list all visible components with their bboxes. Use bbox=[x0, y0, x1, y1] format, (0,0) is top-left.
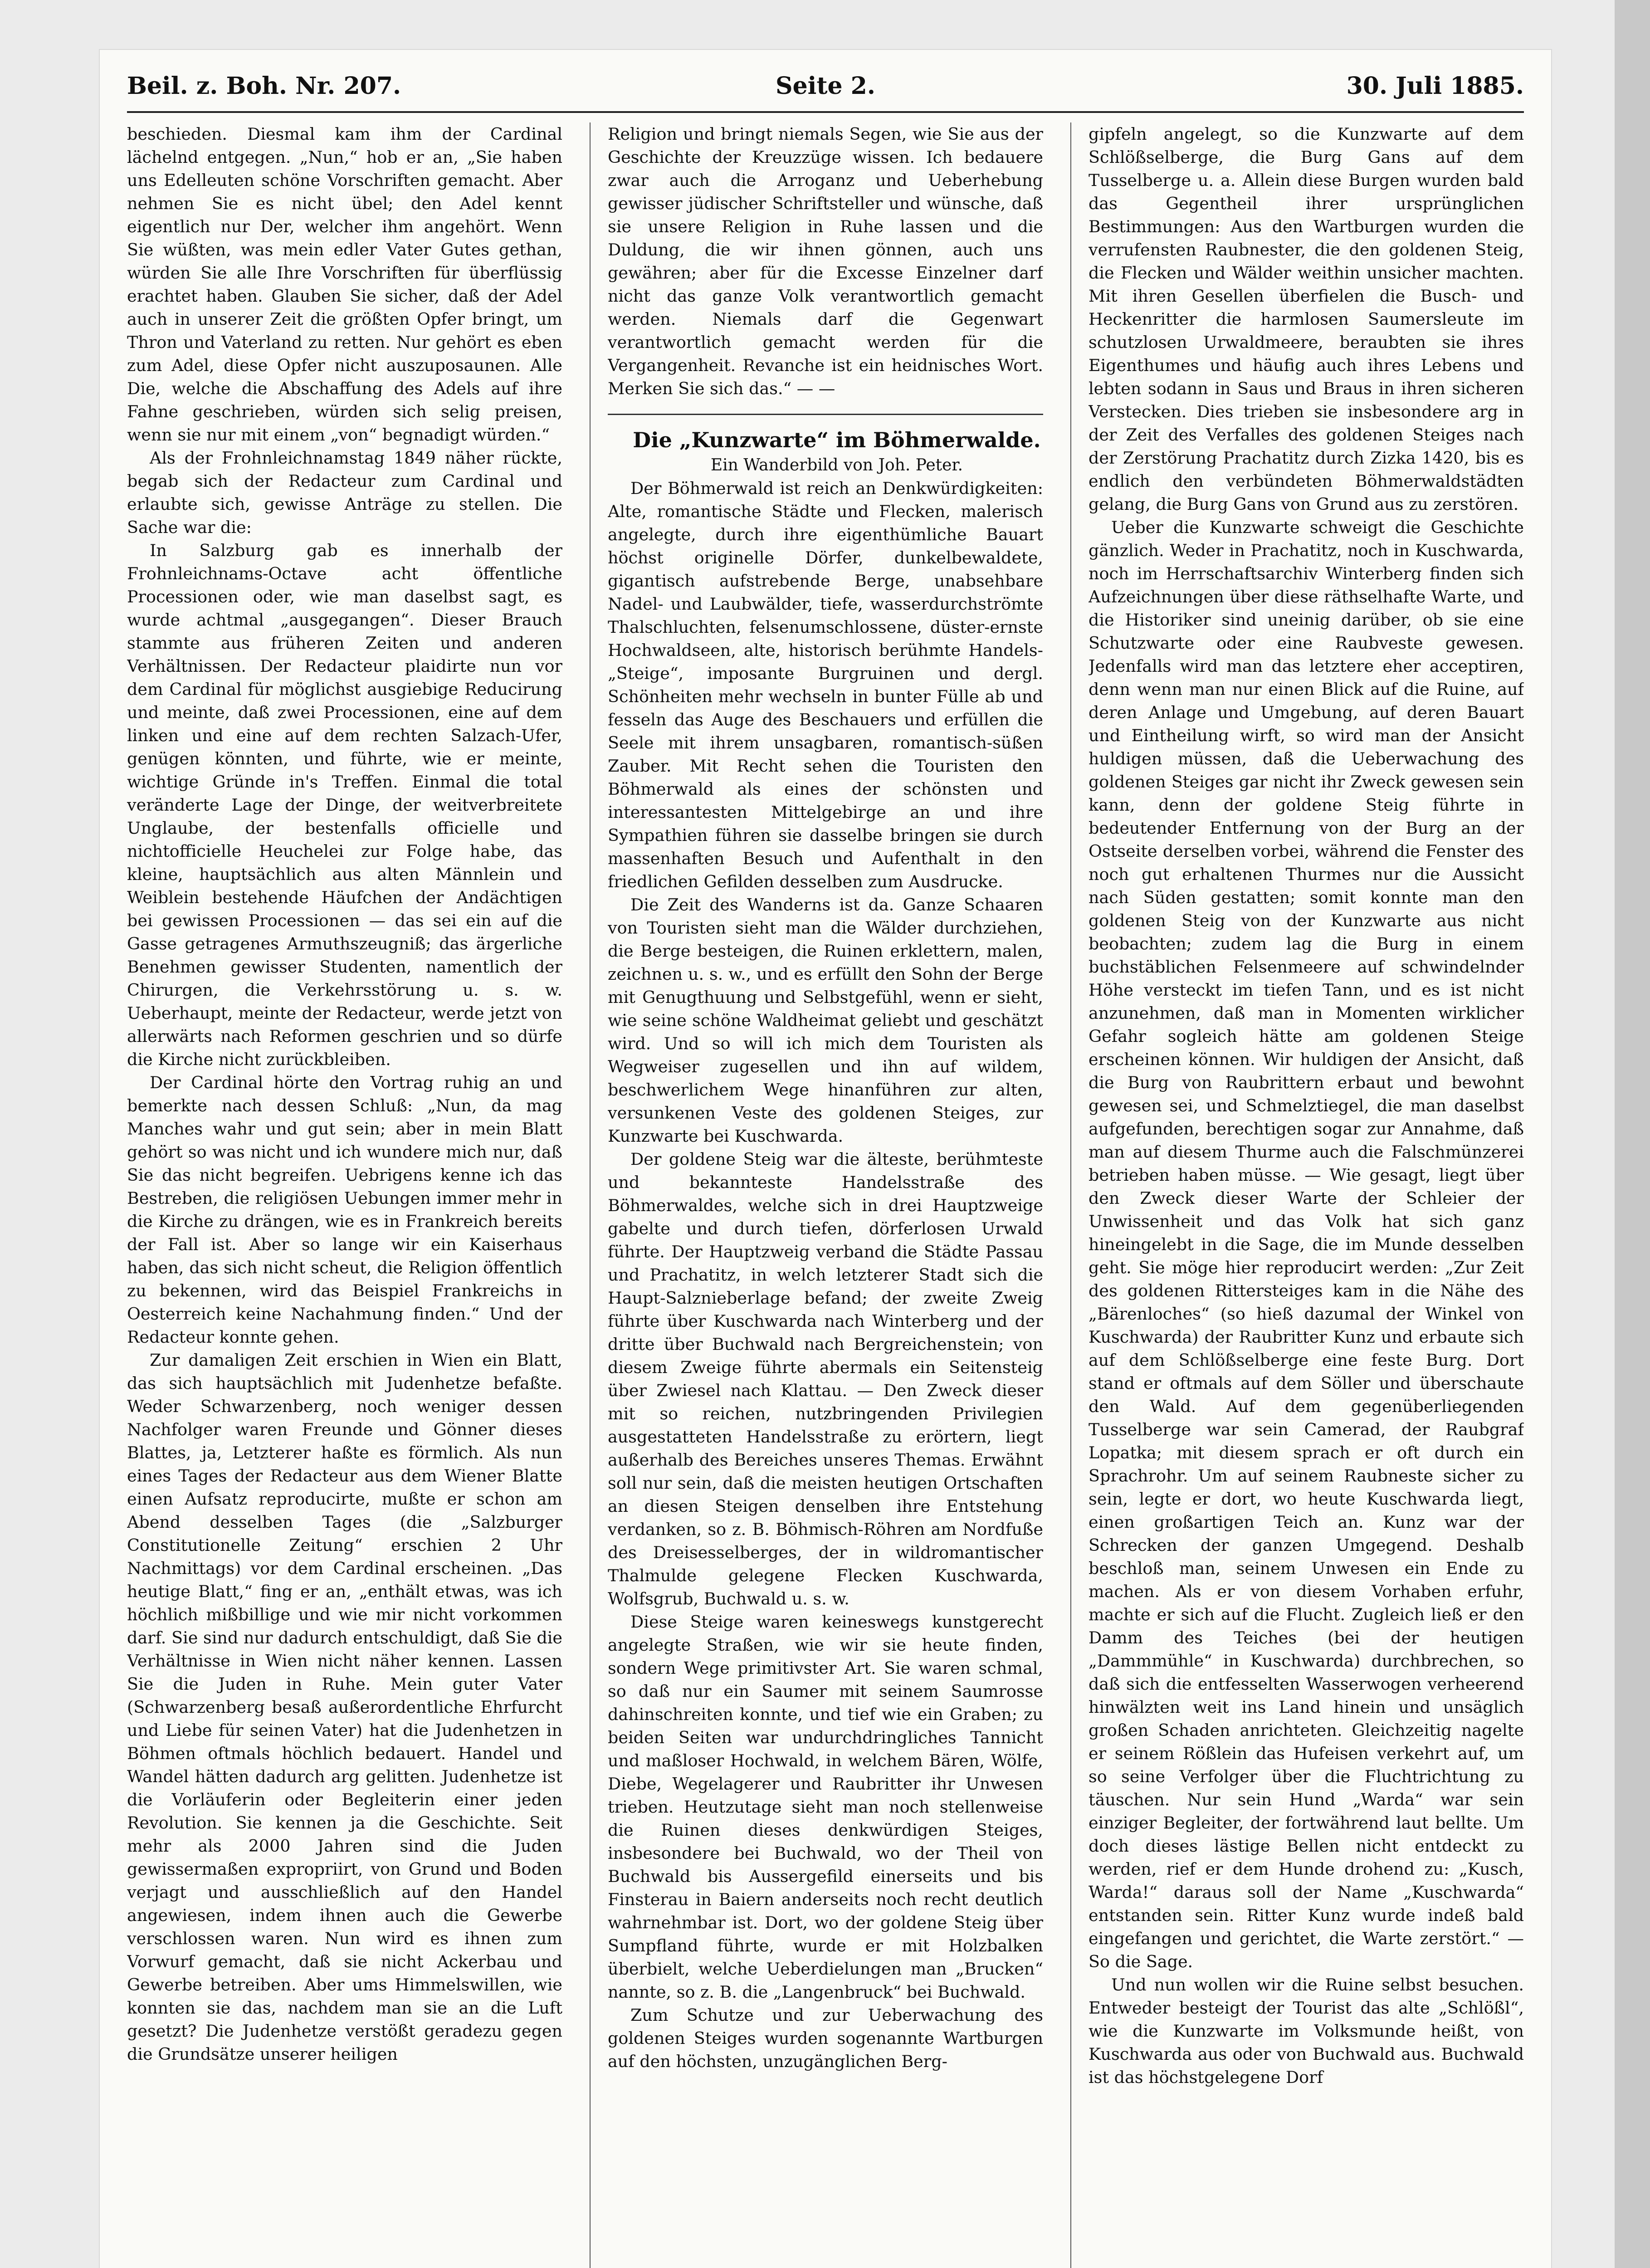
newspaper-page bbox=[100, 50, 1551, 2268]
column-right bbox=[1089, 122, 1524, 2268]
paragraph: Und nun wollen wir die Ruine selbst besuchen. Entweder besteigt der Tourist das alte „Schlößl“, wie die Kunzwarte im Volksmunde heißt, von Kuschwarda aus oder von Buchwald aus. Buchwald ist das höchstgelegene Dorf bbox=[1089, 1975, 1524, 2087]
paragraph: Die Zeit des Wanderns ist da. Ganze Schaaren von Touristen sieht man die Wälder durchziehen, die Berge besteigen, die Ruinen erklettern, malen, zeichnen u. s. w., und es erfüllt den Sohn der Berge mit Genugthuung und Selbstgefühl, wenn er sieht, wie seine schöne Waldheimat geliebt und geschätzt wird. Und so will ich mich dem Touristen als Wegweiser zugesellen und ihn auf wildem, beschwerlichem Wege hinanführen zur alten, versunkenen Veste des goldenen Steiges, zur Kunzwarte bei Kuschwarda. bbox=[608, 895, 1043, 1146]
scan-edge bbox=[1615, 0, 1650, 2268]
paragraph: Religion und bringt niemals Segen, wie Sie aus der Geschichte der Kreuzzüge wissen. Ich bedauere zwar auch die Arroganz und Ueberhebung gewisser jüdischer Schriftsteller und wünsche, daß sie unsere Religion in Ruhe lassen und die Duldung, die wir ihnen gönnen, auch uns gewähren; aber für die Excesse Einzelner darf nicht das ganze Volk verantwortlich gemacht werden. Niemals darf die Gegenwart verantwortlich gemacht werden für die Vergangenheit. Revanche ist ein heidnisches Wort. Merken Sie sich das.“ — — bbox=[608, 124, 1043, 398]
page-header bbox=[127, 68, 1524, 104]
paragraph: Diese Steige waren keineswegs kunstgerecht angelegte Straßen, wie wir sie heute finden, sondern Wege primitivster Art. Sie waren schmal, so daß nur ein Saumer mit seinem Saumrosse dahinschreiten konnte, und tief wie ein Graben; zu beiden Seiten war undurchdringliches Tannicht und maßloser Hochwald, in welchem Bären, Wölfe, Diebe, Wegelagerer und Raubritter ihr Unwesen trieben. Heutzutage sieht man noch stellenweise die Ruinen dieses denkwürdigen Steiges, insbesondere bei Buchwald, wo der Theil von Buchwald bis Aussergefild einerseits und bis Finsterau in Baiern anderseits noch recht deutlich wahrnehmbar ist. Dort, wo der goldene Steig über Sumpfland führte, wurde er mit Holzbalken überbielt, welche Ueberdielungen man „Brucken“ nannte, so z. B. die „Langenbruck“ bei Buchwald. bbox=[608, 1612, 1043, 2002]
paragraph: gipfeln angelegt, so die Kunzwarte auf dem Schlößselberge, die Burg Gans auf dem Tusselberge u. a. Allein diese Burgen wurden bald das Gegentheil ihrer ursprünglichen Bestimmungen: Aus den Wartburgen wurden die verrufensten Raubnester, die den goldenen Steig, die Flecken und Wälder weithin unsicher machten. Mit ihren Gesellen überfielen die Busch- und Heckenritter die harmlosen Saumersleute im schutzlosen Urwaldmeere, beraubten sie ihres Eigenthumes und häufig auch ihres Lebens und lebten sodann in Saus und Braus in ihren sicheren Verstecken. Dies trieben sie insbesondere arg in der Zeit des Verfalles des goldenen Steiges nach der Zerstörung Prachatitz durch Zizka 1420, bis es endlich den verbündeten Böhmerwaldstädten gelang, die Burg Gans von Grund aus zu zerstören. bbox=[1089, 124, 1524, 514]
paragraph: Als der Frohnleichnamstag 1849 näher rückte, begab sich der Redacteur zum Cardinal und erlaubte sich, gewisse Anträge zu stellen. Die Sache war die: bbox=[127, 448, 562, 537]
article-separator bbox=[608, 414, 1043, 415]
column-rule bbox=[1070, 122, 1071, 2268]
article-byline: Ein Wanderbild von Joh. Peter. bbox=[710, 456, 963, 474]
article-title: Die „Kunzwarte“ im Böhmerwalde. bbox=[633, 428, 1041, 452]
header-date: 30. Juli 1885. bbox=[1346, 72, 1524, 100]
header-page-number: Seite 2. bbox=[776, 72, 875, 100]
paragraph: In Salzburg gab es innerhalb der Frohnleichnams-Octave acht öffentliche Processionen oder, wie man daselbst sagt, es wurde achtmal „ausgegangen“. Dieser Brauch stammte aus früheren Zeiten und anderen Verhältnissen. Der Redacteur plaidirte nun vor dem Cardinal für möglichst ausgiebige Reducirung und meinte, daß zwei Processionen, eine auf dem linken und eine auf dem rechten Salzach-Ufer, genügen könnten, und führte, wie er meinte, wichtige Gründe in's Treffen. Einmal die total veränderte Lage der Dinge, der weitverbreitete Unglaube, der bestenfalls officielle und nichtofficielle Heuchelei zur Folge habe, das kleine, hauptsächlich aus alten Männlein und Weiblein bestehende Häufchen der Andächtigen bei gewissen Processionen — das sei ein auf die Gasse getragenes Armuthszeugniß; das ärgerliche Benehmen gewisser Studenten, namentlich der Chirurgen, die Verkehrsstörung u. s. w. Ueberhaupt, meinte der Redacteur, werde jetzt von allerwärts nach Reformen geschrien und so dürfe die Kirche nicht zurückbleiben. bbox=[127, 541, 562, 1069]
paragraph: Ueber die Kunzwarte schweigt die Geschichte gänzlich. Weder in Prachatitz, noch in Kuschwarda, noch im Herrschaftsarchiv Winterberg finden sich Aufzeichnungen über diese räthselhafte Warte, und die Historiker sind uneinig darüber, ob sie eine Schutzwarte oder eine Raubveste gewesen. Jedenfalls wird man das letztere eher acceptiren, denn wenn man nur einen Blick auf die Ruine, auf deren Anlage und Umgebung, auf deren Bauart und Eintheilung wirft, so wird man der Ansicht huldigen müssen, daß die Ueberwachung des goldenen Steiges gar nicht ihr Zweck gewesen sein kann, denn der goldene Steig führte in bedeutender Entfernung von der Burg an der Ostseite derselben vorbei, während die Fenster des noch gut erhaltenen Thurmes nur die Aussicht nach Süden gestatten; somit konnte man den goldenen Steig von der Kunzwarte aus nicht beobachten; zudem lag die Burg in einem buchstäblichen Felsenmeere auf schwindelnder Höhe versteckt im tiefen Tann, und es ist nicht anzunehmen, daß man in Momenten wirklicher Gefahr sogleich hätte am goldenen Steige erscheinen können. Wir huldigen der Ansicht, daß die Burg von Raubrittern erbaut und bewohnt gewesen sei, und Schmelztiegel, die man daselbst aufgefunden, berechtigen sogar zur Annahme, daß man auf diesem Thurme auch die Falschmünzerei betrieben haben müsse. — Wie gesagt, liegt über den Zweck dieser Warte der Schleier der Unwissenheit und das Volk hat sich ganz hineingelebt in die Sage, die im Munde desselben geht. Sie möge hier reproducirt werden: „Zur Zeit des goldenen Rittersteiges kam in die Nähe des „Bärenloches“ (so hieß dazumal der Winkel von Kuschwarda) der Raubritter Kunz und erbaute sich auf dem Schlößselberge eine feste Burg. Dort stand er oftmals auf dem Söller und überschaute den Wald. Auf dem gegenüberliegenden Tusselberge war sein Camerad, der Raubgraf Lopatka; mit diesem sprach er oft durch ein Sprachrohr. Um auf seinem Raubneste sicher zu sein, legte er dort, wo heute Kuschwarda liegt, einen großartigen Teich an. Kunz war der Schrecken der ganzen Umgegend. Deshalb beschloß man, seinem Unwesen ein Ende zu machen. Als er von diesem Vorhaben erfuhr, machte er sich auf die Flucht. Zugleich ließ er den Damm des Teiches (bei der heutigen „Dammmühle“ in Kuschwarda) durchbrechen, so daß sich die entfesselten Wasserwogen verheerend hinwälzten weit ins Land hinein und unsäglich großen Schaden anrichteten. Gleichzeitig nagelte er seinem Rößlein das Hufeisen verkehrt auf, um so seine Verfolger über die Fluchtrichtung zu täuschen. Nur sein Hund „Warda“ war sein einziger Begleiter, der fortwährend laut bellte. Um doch dieses lästige Bellen nicht entdeckt zu werden, rief er dem Hunde drohend zu: „Kusch, Warda!“ daraus soll der Name „Kuschwarda“ entstanden sein. Ritter Kunz wurde indeß bald eingefangen und gerichtet, die Warte zerstört.“ — So die Sage. bbox=[1089, 518, 1524, 1971]
header-rule bbox=[127, 111, 1524, 113]
paragraph: Der goldene Steig war die älteste, berühmteste und bekannteste Handelsstraße des Böhmerwaldes, welche sich in drei Hauptzweige gabelte und durch tiefen, dörferlosen Urwald führte. Der Hauptzweig verband die Städte Passau und Prachatitz, in welch letzterer Stadt sich die Haupt-Salznieberlage befand; der zweite Zweig führte über Kuschwarda nach Winterberg und der dritte über Buchwald nach Bergreichenstein; von diesem Zweige führte abermals ein Seitensteig über Zwiesel nach Klattau. — Den Zweck dieser mit so reichen, nutzbringenden Privilegien ausgestatteten Handelsstraße zu erörtern, liegt außerhalb des Bereiches unseres Themas. Erwähnt soll nur sein, daß die meisten heutigen Ortschaften an diesen Steigen denselben ihre Entstehung verdanken, so z. B. Böhmisch-Röhren am Nordfuße des Dreisesselberges, der in wildromantischer Thalmulde gelegene Flecken Kuschwarda, Wolfsgrub, Buchwald u. s. w. bbox=[608, 1149, 1043, 1608]
column-rule bbox=[590, 122, 591, 2268]
paragraph: Der Böhmerwald ist reich an Denkwürdigkeiten: Alte, romantische Städte und Flecken, malerisch angelegte, durch ihre eigenthümliche Bauart höchst originelle Dörfer, dunkelbewaldete, gigantisch aufstrebende Berge, unabsehbare Nadel- und Laubwälder, tiefe, wasserdurchströmte Thalschluchten, felsenumschlossene, düster-ernste Hochwaldseen, alte, historisch berühmte Handels-„Steige“, imposante Burgruinen und dergl. Schönheiten mehr wechseln in bunter Fülle ab und fesseln das Auge des Beschauers und erfüllen die Seele mit ihrem unsagbaren, romantisch-süßen Zauber. Mit Recht sehen die Touristen den Böhmerwald als eines der schönsten und interessantesten Mittelgebirge an und ihre Sympathien führen sie dasselbe bringen sie durch massenhaften Besuch und Aufenthalt in den friedlichen Gefilden desselben zum Ausdrucke. bbox=[608, 479, 1043, 891]
header-issue: Beil. z. Boh. Nr. 207. bbox=[127, 72, 401, 100]
paragraph: Zum Schutze und zur Ueberwachung des goldenen Steiges wurden sogenannte Wartburgen auf den höchsten, unzugänglichen Berg- bbox=[608, 2005, 1043, 2071]
paragraph: Zur damaligen Zeit erschien in Wien ein Blatt, das sich hauptsächlich mit Judenhetze befaßte. Weder Schwarzenberg, noch weniger dessen Nachfolger waren Freunde und Gönner dieses Blattes, ja, Letzterer haßte es förmlich. Als nun eines Tages der Redacteur aus dem Wiener Blatte einen Aufsatz reproducirte, mußte er schon am Abend desselben Tages (die „Salzburger Constitutionelle Zeitung“ erschien 2 Uhr Nachmittags) vor dem Cardinal erscheinen. „Das heutige Blatt,“ fing er an, „enthält etwas, was ich höchlich mißbillige und wie mir nicht vorkommen darf. Sie sind nur dadurch entschuldigt, daß Sie die Verhältnisse in Wien nicht näher kennen. Lassen Sie die Juden in Ruhe. Mein guter Vater (Schwarzenberg besaß außerordentliche Ehrfurcht und Liebe für seinen Vater) hat die Judenhetzen in Böhmen oftmals höchlich bedauert. Handel und Wandel hätten dadurch arg gelitten. Judenhetze ist die Vorläuferin oder Begleiterin einer jeden Revolution. Sie kennen ja die Geschichte. Seit mehr als 2000 Jahren sind die Juden gewissermaßen expropriirt, von Grund und Boden verjagt und ausschließlich auf den Handel angewiesen, indem ihnen auch die Gewerbe verschlossen waren. Nun wird es ihnen zum Vorwurf gemacht, daß sie nicht Ackerbau und Gewerbe betreiben. Aber ums Himmelswillen, wie konnten sie das, nachdem man sie an die Luft gesetzt? Die Judenhetze verstößt geradezu gegen die Grundsätze unserer heiligen bbox=[127, 1350, 562, 2064]
paragraph: beschieden. Diesmal kam ihm der Cardinal lächelnd entgegen. „Nun,“ hob er an, „Sie haben uns Edelleuten schöne Vorschriften gemacht. Aber nehmen Sie es nicht übel; den Adel kennt eigentlich nur Der, welcher ihm angehört. Wenn Sie wüßten, was mein edler Vater Gutes gethan, würden Sie alle Ihre Vorschriften für überflüssig erachtet haben. Glauben Sie sicher, daß der Adel auch in unserer Zeit die größten Opfer bringt, um Thron und Vaterland zu retten. Nur gehört es eben zum Adel, diese Opfer nicht auszuposaunen. Alle Die, welche die Abschaffung des Adels auf ihre Fahne geschrieben, würden sich selig preisen, wenn sie nur mit einem „von“ begnadigt würden.“ bbox=[127, 124, 562, 445]
column-middle bbox=[608, 122, 1043, 2268]
paragraph: Der Cardinal hörte den Vortrag ruhig an und bemerkte nach dessen Schluß: „Nun, da mag Manches wahr und gut sein; aber in mein Blatt gehört so was nicht und ich wundere mich nur, daß Sie das nicht begreifen. Uebrigens kenne ich das Bestreben, die religiösen Uebungen immer mehr in die Kirche zu drängen, wie es in Frankreich bereits der Fall ist. Aber so lange wir ein Kaiserhaus haben, das sich nicht scheut, die Religion öffentlich zu bekennen, wird das Beispiel Frankreichs in Oesterreich keine Nachahmung finden.“ Und der Redacteur konnte gehen. bbox=[127, 1073, 562, 1347]
column-left bbox=[127, 122, 562, 2268]
